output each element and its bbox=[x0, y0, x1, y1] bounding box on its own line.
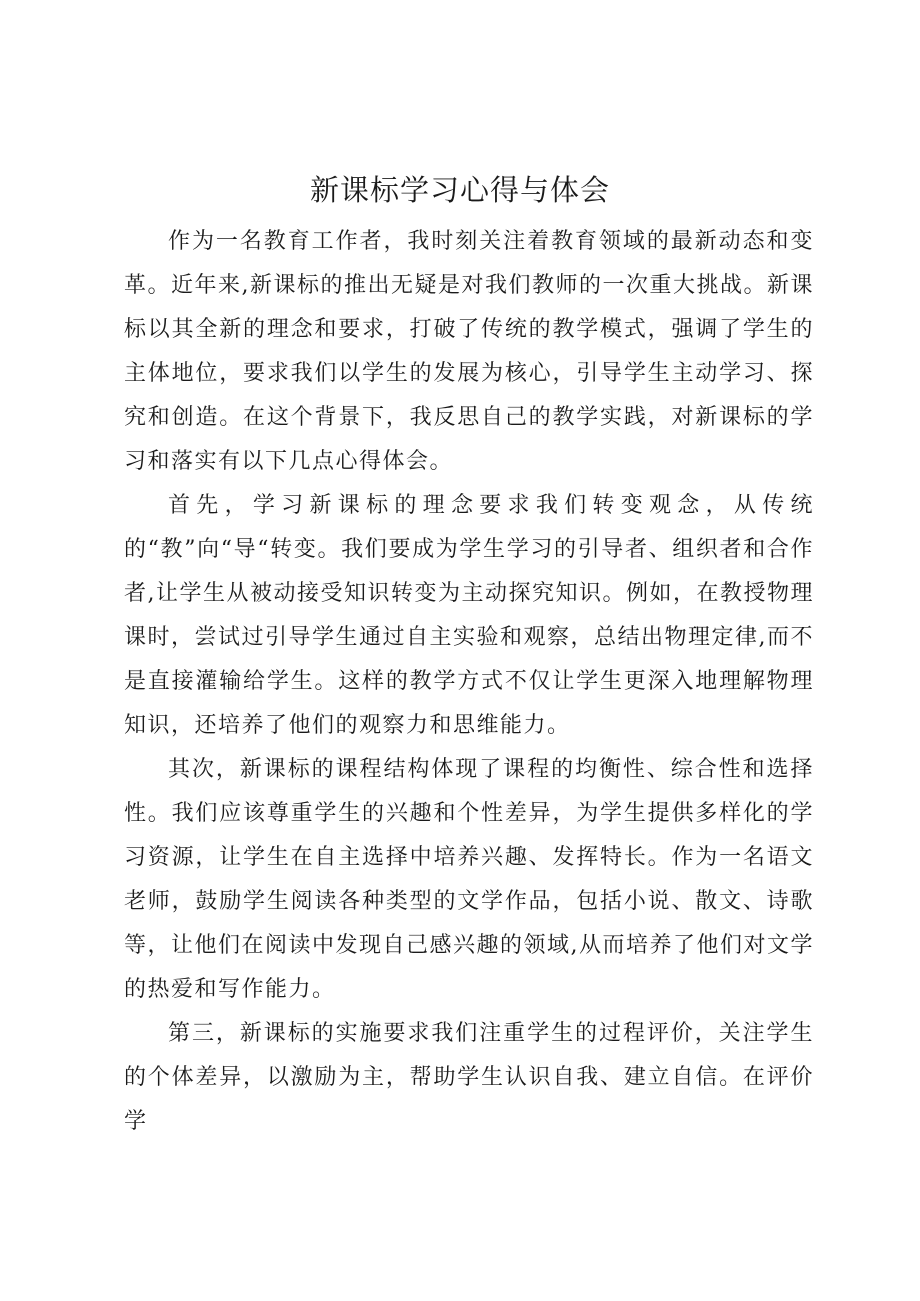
paragraph-3: 其次，新课标的课程结构体现了课程的均衡性、综合性和选择性。我们应该尊重学生的兴趣和个性差异，为学生提供多样化的学习资源，让学生在自主选择中培养兴趣、发挥特长。作为一名语文老师，鼓励学生阅读各种类型的文学作品，包括小说、散文、诗歌等，让他们在阅读中发现自己感兴趣的领域,从而培养了他们对文学的热爱和写作能力。 bbox=[124, 757, 814, 1002]
document-title: 新课标学习心得与体会 bbox=[309, 173, 610, 207]
document-body bbox=[124, 220, 814, 1144]
paragraph-1: 作为一名教育工作者，我时刻关注着教育领域的最新动态和变革。近年来,新课标的推出无疑是对我们教师的一次重大挑战。新课标以其全新的理念和要求，打破了传统的教学模式，强调了学生的主体地位，要求我们以学生的发展为核心，引导学生主动学习、探究和创造。在这个背景下，我反思自己的教学实践，对新课标的学习和落实有以下几点心得体会。 bbox=[124, 229, 814, 474]
paragraph-2: 首先，学习新课标的理念要求我们转变观念，从传统的“教”向“导“转变。我们要成为学生学习的引导者、组织者和合作者,让学生从被动接受知识转变为主动探究知识。例如，在教授物理课时，尝试过引导学生通过自主实验和观察，总结出物理定律,而不是直接灌输给学生。这样的教学方式不仅让学生更深入地理解物理知识，还培养了他们的观察力和思维能力。 bbox=[124, 493, 814, 738]
paragraph-4: 第三，新课标的实施要求我们注重学生的过程评价，关注学生的个体差异，以激励为主，帮助学生认识自我、建立自信。在评价学 bbox=[124, 1021, 814, 1134]
